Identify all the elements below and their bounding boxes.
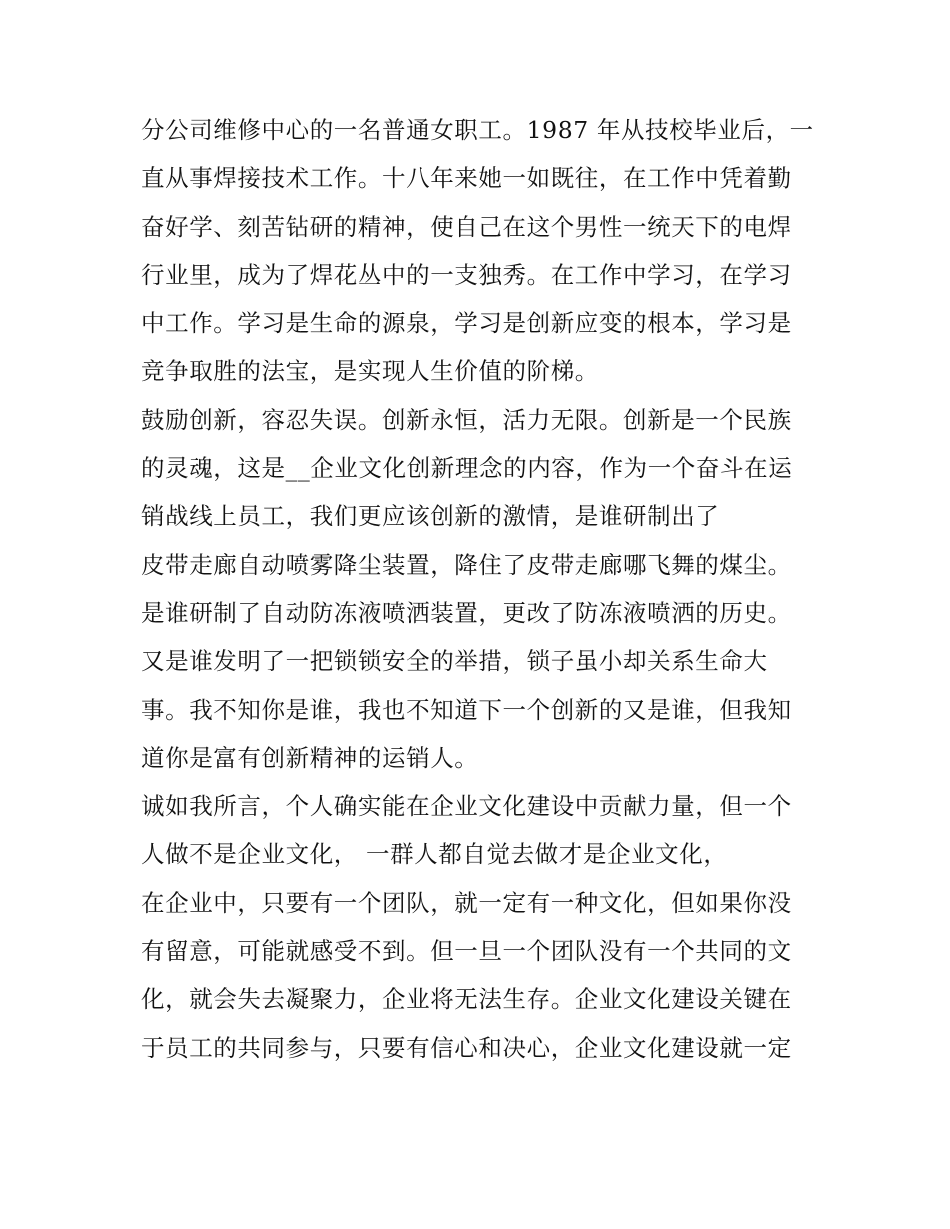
text-line: 事。我不知你是谁，我也不知道下一个创新的又是谁，但我知 [141,695,792,724]
text-line: 奋好学、刻苦钻研的精神，使自己在这个男性一统天下的电焊 [141,212,792,241]
text-line: 直从事焊接技术工作。十八年来她一如既往，在工作中凭着勤 [141,164,792,193]
text-line: 人做不是企业文化， 一群人都自觉去做才是企业文化， [141,840,728,869]
text-line: 道你是富有创新精神的运销人。 [141,743,479,772]
text-line: 行业里，成为了焊花丛中的一支独秀。在工作中学习，在学习 [141,260,792,289]
text-line: 竞争取胜的法宝，是实现人生价值的阶梯。 [141,357,599,386]
text-line: 销战线上员工，我们更应该创新的激情，是谁研制出了 [141,502,720,531]
text-line: 化，就会失去凝聚力，企业将无法生存。企业文化建设关键在 [141,985,792,1014]
text-line: 是谁研制了自动防冻液喷洒装置，更改了防冻液喷洒的历史。 [141,598,792,627]
document-body [141,106,821,1072]
text-line: 有留意，可能就感受不到。但一旦一个团队没有一个共同的文 [141,937,792,966]
text-line: 又是谁发明了一把锁锁安全的举措，锁子虽小却关系生命大 [141,647,768,676]
text-line: 鼓励创新，容忍失误。创新永恒，活力无限。创新是一个民族 [141,405,792,434]
text-line: 分公司维修中心的一名普通女职工。1987 年从技校毕业后，一 [141,116,814,144]
text-line: 中工作。学习是生命的源泉，学习是创新应变的根本，学习是 [141,309,792,338]
text-line: 在企业中，只要有一个团队，就一定有一种文化，但如果你没 [141,888,792,917]
text-line: 皮带走廊自动喷雾降尘装置，降住了皮带走廊哪飞舞的煤尘。 [141,550,792,579]
text-line: 于员工的共同参与，只要有信心和决心，企业文化建设就一定 [141,1033,792,1062]
text-line: 的灵魂，这是__企业文化创新理念的内容，作为一个奋斗在运 [141,454,793,483]
text-line: 诚如我所言，个人确实能在企业文化建设中贡献力量，但一个 [141,792,792,821]
